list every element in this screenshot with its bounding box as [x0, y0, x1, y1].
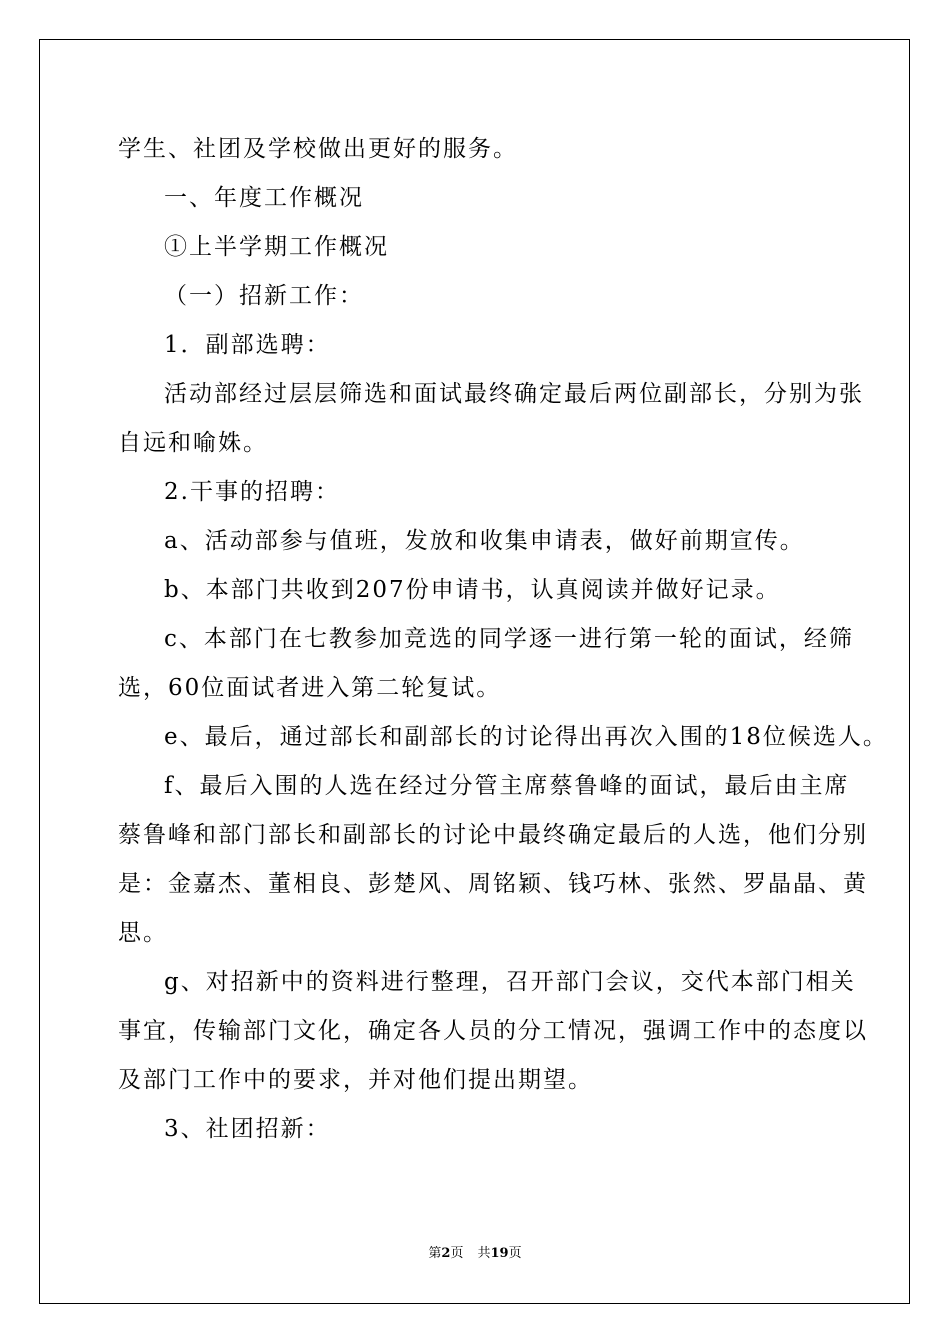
paragraph-deputy-result: [118, 370, 864, 468]
footer-total-suffix: 页: [508, 1246, 522, 1261]
text-line: 活动部经过层层筛选和面试最终确定最后两位副部长，分别为张: [164, 381, 864, 407]
text-line: 1．副部选聘：: [164, 332, 331, 358]
page-footer: [0, 1244, 950, 1264]
subsection-heading-recruitment: [118, 272, 838, 321]
section-heading-annual-overview: [118, 174, 838, 223]
text-line: （一）招新工作：: [164, 283, 364, 309]
item-heading-deputy-selection: [118, 321, 838, 370]
text-line: 思。: [118, 920, 168, 946]
text-line: g、对招新中的资料进行整理，召开部门会议，交代本部门相关: [164, 969, 856, 995]
document-body: [118, 125, 888, 1154]
text-line: a、活动部参与值班，发放和收集申请表，做好前期宣传。: [164, 528, 805, 554]
footer-page-prefix: 第: [428, 1246, 442, 1261]
text-line: f、最后入围的人选在经过分管主席蔡鲁峰的面试，最后由主席: [164, 773, 850, 799]
text-line: 学生、社团及学校做出更好的服务。: [118, 136, 518, 162]
paragraph-item-a: [118, 517, 838, 566]
paragraph-item-e: [118, 713, 888, 762]
text-line: 蔡鲁峰和部门部长和副部长的讨论中最终确定最后的人选，他们分别: [118, 822, 868, 848]
text-line: e、最后，通过部长和副部长的讨论得出再次入围的18位候选人。: [164, 724, 888, 750]
paragraph-item-g: [118, 958, 868, 1105]
text-line: 及部门工作中的要求，并对他们提出期望。: [118, 1067, 593, 1093]
item-heading-staff-recruitment: [118, 468, 838, 517]
text-line: c、本部门在七教参加竞选的同学逐一进行第一轮的面试，经筛: [164, 626, 854, 652]
footer-total-prefix: 共: [477, 1246, 491, 1261]
text-line: 3、社团招新：: [164, 1116, 331, 1142]
paragraph-intro-end: [118, 125, 838, 174]
footer-total-pages: 19: [490, 1246, 509, 1261]
subsection-heading-first-semester: [118, 223, 838, 272]
text-line: ①上半学期工作概况: [164, 234, 389, 260]
text-line: 2.干事的招聘：: [164, 479, 340, 505]
item-heading-club-recruitment: [118, 1105, 838, 1154]
paragraph-item-f: [118, 762, 868, 958]
footer-page-suffix: 页: [450, 1246, 464, 1261]
footer-page-number: 2: [441, 1246, 451, 1261]
text-line: 事宜，传输部门文化，确定各人员的分工情况，强调工作中的态度以: [118, 1018, 868, 1044]
text-line: b、本部门共收到207份申请书，认真阅读并做好记录。: [164, 577, 781, 603]
text-line: 一、年度工作概况: [164, 185, 364, 211]
text-line: 选，60位面试者进入第二轮复试。: [118, 675, 502, 701]
paragraph-item-b: [118, 566, 838, 615]
text-line: 是：金嘉杰、董相良、彭楚风、周铭颖、钱巧林、张然、罗晶晶、黄: [118, 871, 868, 897]
text-line: 自远和喻姝。: [118, 430, 268, 456]
paragraph-item-c: [118, 615, 854, 713]
